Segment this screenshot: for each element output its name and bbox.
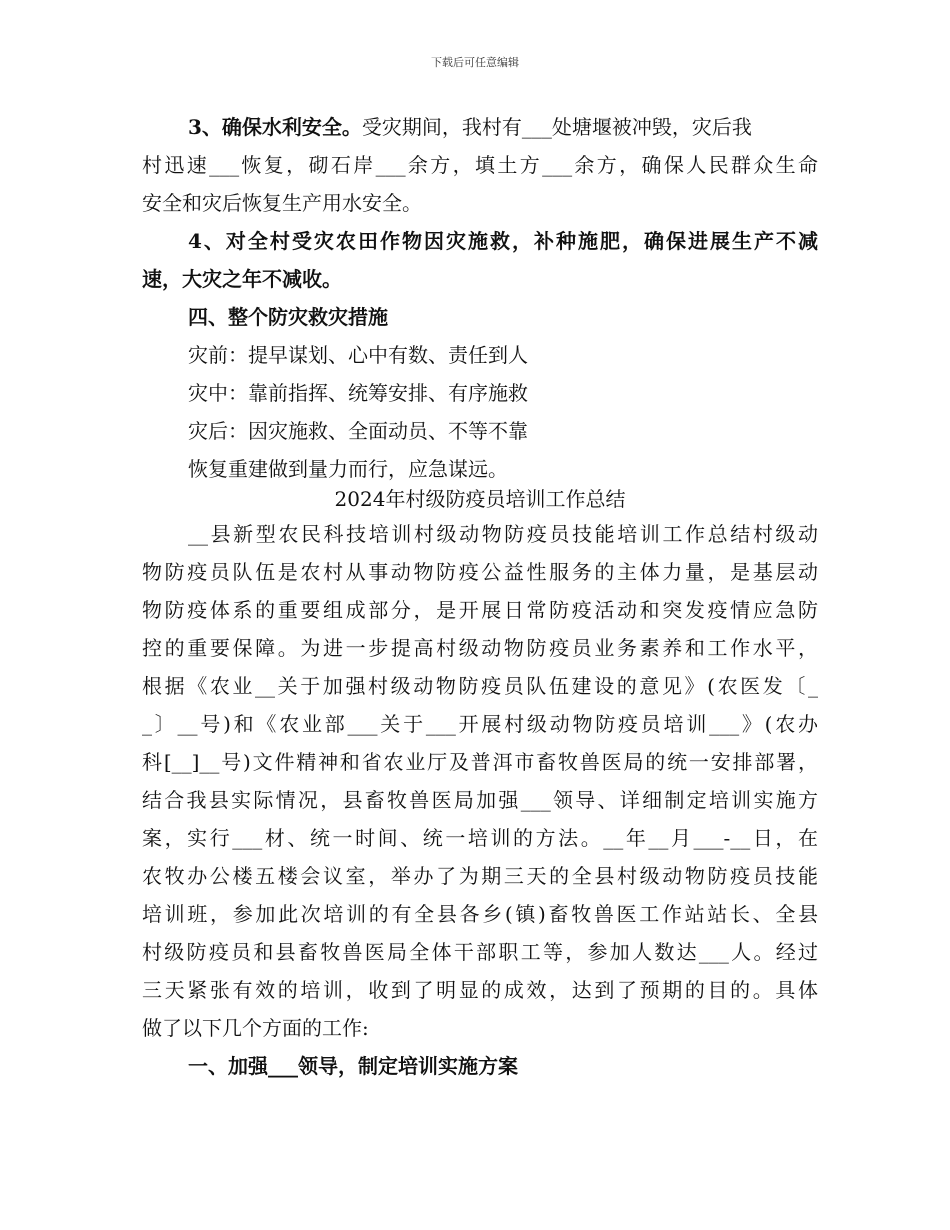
body-line-5: 根据《农业__关于加强村级动物防疫员队伍建设的意见》(农医发〔_	[142, 674, 818, 698]
section4-heading: 四、整个防灾救灾措施	[188, 305, 388, 329]
body-line-10: 农牧办公楼五楼会议室，举办了为期三天的全县村级动物防疫员技能	[142, 864, 818, 888]
section1-heading: 一、加强___领导，制定培训实施方案	[188, 1054, 518, 1078]
section4-item-1: 灾前：提早谋划、心中有数、责任到人	[188, 343, 528, 367]
body-line-2: 物防疫员队伍是农村从事动物防疫公益性服务的主体力量，是基层动	[142, 560, 818, 584]
section4-item-4: 恢复重建做到量力而行，应急谋远。	[188, 457, 508, 481]
section4-item-3: 灾后：因灾施救、全面动员、不等不靠	[188, 419, 528, 443]
section4-item-2: 灾中：靠前指挥、统筹安排、有序施救	[188, 381, 528, 405]
para-water-text-1: 受灾期间，我村有___处塘堰被冲毁，灾后我	[361, 115, 752, 139]
body-line-9: 案，实行___材、统一时间、统一培训的方法。__年__月___-__日，在	[142, 826, 818, 850]
body-line-6: _〕__号)和《农业部___关于___开展村级动物防疫员培训___》(农办	[142, 712, 818, 736]
para-crops-line-2: 速，大灾之年不减收。	[142, 267, 342, 291]
body-line-12: 村级防疫员和县畜牧兽医局全体干部职工等，参加人数达___人。经过	[142, 940, 818, 964]
para-water-line-2: 村迅速___恢复，砌石岸___余方，填土方___余方，确保人民群众生命	[142, 153, 818, 177]
body-line-7: 科[__]__号)文件精神和省农业厅及普洱市畜牧兽医局的统一安排部署，	[142, 750, 818, 774]
para-water-lead: 3、确保水利安全。	[188, 115, 362, 139]
para-water-line-3: 安全和灾后恢复生产用水安全。	[142, 191, 422, 215]
body-line-8: 结合我县实际情况，县畜牧兽医局加强___领导、详细制定培训实施方	[142, 788, 818, 812]
body-line-13: 三天紧张有效的培训，收到了明显的成效，达到了预期的目的。具体	[142, 978, 818, 1002]
body-line-4: 控的重要保障。为进一步提高村级动物防疫员业务素养和工作水平，	[142, 636, 818, 660]
page-header: 下载后可任意编辑	[431, 56, 519, 69]
body-line-11: 培训班，参加此次培训的有全县各乡(镇)畜牧兽医工作站站长、全县	[142, 902, 818, 926]
para-crops-line-1: 4、对全村受灾农田作物因灾施救，补种施肥，确保进展生产不减	[188, 229, 818, 253]
document-title: 2024年村级防疫员培训工作总结	[334, 487, 626, 511]
body-line-14: 做了以下几个方面的工作:	[142, 1016, 369, 1040]
body-line-1: __县新型农民科技培训村级动物防疫员技能培训工作总结村级动	[188, 522, 818, 546]
body-line-3: 物防疫体系的重要组成部分，是开展日常防疫活动和突发疫情应急防	[142, 598, 818, 622]
para-water-line-1	[188, 108, 818, 146]
